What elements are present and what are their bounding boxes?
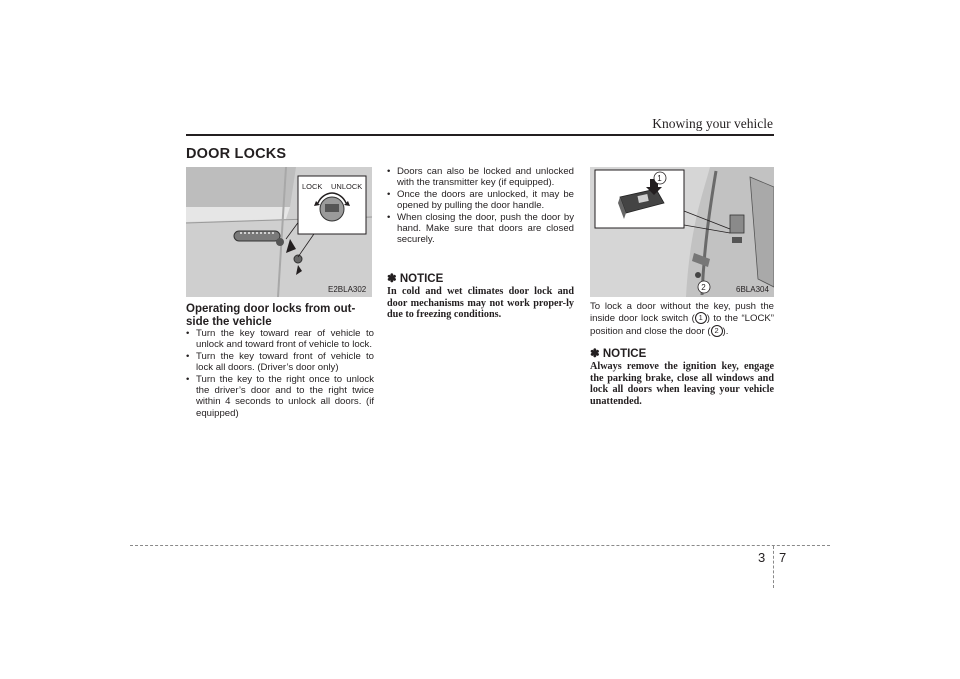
transmitter-instructions bbox=[387, 166, 574, 246]
list-item: • When closing the door, push the door by hand. Make sure that doors are closed securely. bbox=[387, 212, 574, 246]
door-handle-figure bbox=[186, 167, 372, 297]
list-item: • Turn the key toward front of vehicle to lock all doors. (Driver’s door only) bbox=[186, 351, 374, 374]
running-header: Knowing your vehicle bbox=[652, 116, 773, 131]
notice-heading: ✽ NOTICE bbox=[590, 348, 647, 360]
marker-2: 2 bbox=[701, 283, 706, 292]
circled-number: 1 bbox=[695, 312, 707, 324]
circled-number: 2 bbox=[711, 325, 723, 337]
list-item: • Once the doors are unlocked, it may be opened by pulling the door handle. bbox=[387, 189, 574, 212]
footer-divider bbox=[773, 546, 774, 588]
section-title: DOOR LOCKS bbox=[186, 146, 287, 162]
inside-lock-paragraph bbox=[590, 301, 774, 337]
outside-lock-instructions bbox=[186, 328, 374, 419]
unlock-label: UNLOCK bbox=[331, 182, 363, 191]
inside-door-illustration bbox=[590, 167, 774, 297]
subheading: Operating door locks from out-side the vehicle bbox=[186, 303, 356, 328]
chapter-number: 3 bbox=[758, 550, 766, 565]
marker-1: 1 bbox=[657, 174, 662, 183]
header-rule bbox=[186, 134, 774, 136]
lock-label: LOCK bbox=[302, 182, 323, 191]
notice-heading: ✽ NOTICE bbox=[387, 273, 444, 285]
footer-rule bbox=[130, 545, 830, 546]
list-item: • Turn the key to the right once to unlock the driver’s door and to the right twice within 4 seconds to unlock all doors. (if equipped) bbox=[186, 374, 374, 420]
notice-text: Always remove the ignition key, engage the parking brake, close all windows and lock all doors when leaving your vehicle unattended. bbox=[590, 361, 774, 407]
list-item: • Turn the key toward rear of vehicle to unlock and toward front of vehicle to lock. bbox=[186, 328, 374, 351]
list-item: • Doors can also be locked and unlocked with the transmitter key (if equipped). bbox=[387, 166, 574, 189]
paragraph-text: To lock a door without the key, push the inside door lock switch ( bbox=[590, 301, 774, 325]
page-number: 7 bbox=[779, 550, 787, 565]
figure-code: E2BLA302 bbox=[328, 285, 367, 294]
paragraph-text: ). bbox=[722, 325, 729, 337]
paragraph-text: ) to the “LOCK” position and close the door ( bbox=[590, 313, 774, 337]
inside-lock-figure bbox=[590, 167, 774, 297]
notice-text: In cold and wet climates door lock and door mechanisms may not work proper-ly due to freezing conditions. bbox=[387, 286, 574, 321]
door-handle-illustration bbox=[186, 167, 372, 297]
figure-code: 6BLA304 bbox=[736, 285, 769, 294]
